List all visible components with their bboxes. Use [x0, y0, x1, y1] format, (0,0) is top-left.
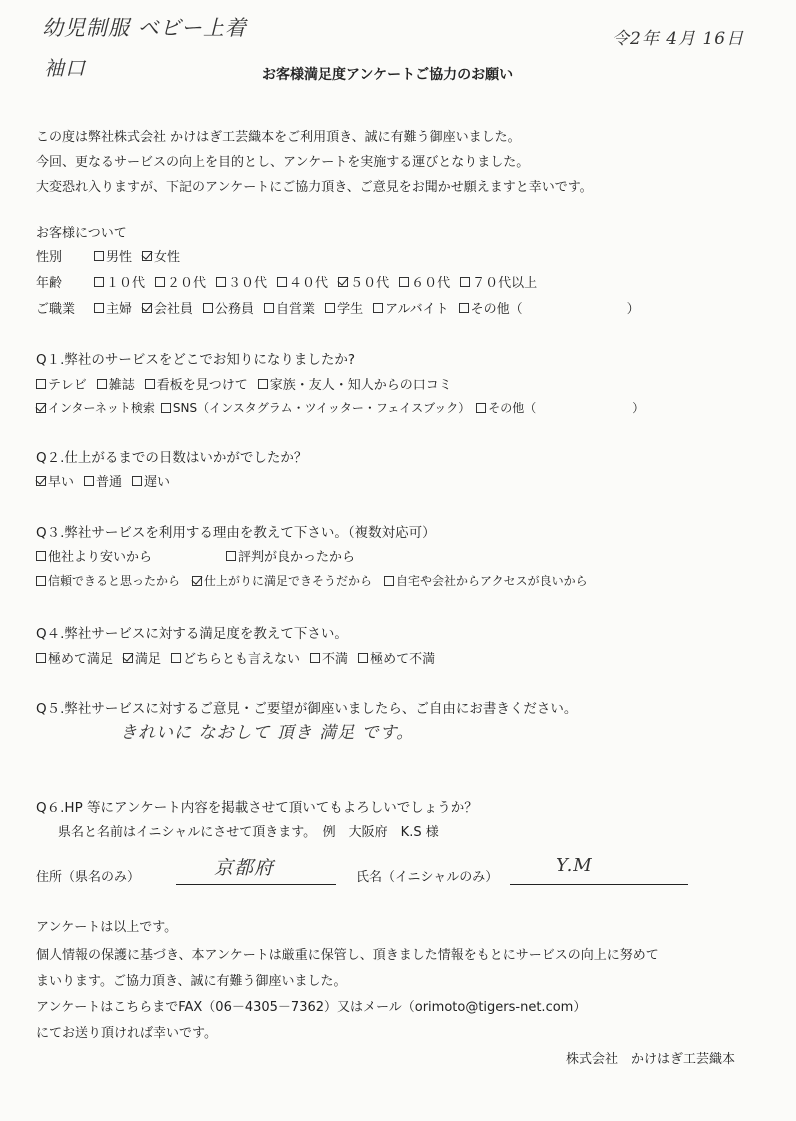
q4-option[interactable] [36, 648, 113, 667]
checkbox[interactable] [203, 303, 213, 313]
job-option[interactable] [264, 298, 315, 317]
checkbox[interactable] [476, 403, 486, 413]
handwritten-note: 袖口 [44, 56, 86, 80]
checkbox-checked[interactable] [338, 277, 348, 287]
age-option[interactable] [460, 272, 537, 291]
q5-answer[interactable]: きれいに なおして 頂き 満足 です。 [120, 723, 415, 743]
age-option[interactable] [155, 272, 206, 291]
job-option[interactable] [373, 298, 449, 317]
closing-line-1: アンケートは以上です。 [36, 920, 178, 935]
option-label: ７０代以上 [472, 276, 538, 291]
checkbox[interactable] [373, 303, 383, 313]
q4-option[interactable] [358, 648, 435, 667]
option-label: ４０代 [289, 276, 329, 291]
option-label: 会社員 [154, 302, 194, 317]
checkbox[interactable] [36, 653, 46, 663]
checkbox[interactable] [94, 277, 104, 287]
handwritten-product: 幼児制服 ベビー上着 [42, 16, 247, 40]
option-label: ２０代 [167, 276, 207, 291]
job-label: ご職業 [36, 302, 76, 317]
q3-option[interactable] [226, 546, 355, 565]
intro-line-3: 大変恐れ入りますが、下記のアンケートにご協力頂き、ご意見をお聞かせ願えますと幸いです。 [36, 180, 593, 195]
q2-option[interactable] [36, 471, 74, 490]
checkbox-checked[interactable] [142, 251, 152, 261]
option-label: ５０代 [350, 276, 390, 291]
q1-option[interactable] [97, 374, 135, 393]
checkbox-checked[interactable] [142, 303, 152, 313]
age-option[interactable] [338, 272, 389, 291]
q1-option[interactable] [161, 399, 470, 416]
checkbox[interactable] [36, 576, 46, 586]
q4-row [36, 648, 445, 667]
option-label: 遅い [144, 475, 171, 490]
job-option[interactable] [94, 298, 132, 317]
closing-line-2: 個人情報の保護に基づき、本アンケートは厳重に保管し、頂きました情報をもとにサービスの向上に努めて [36, 948, 659, 963]
closing-line-4: アンケートはこちらまでFAX（06－4305－7362）又はメール（orimoto@tigers-net.com） [36, 1000, 587, 1015]
checkbox[interactable] [277, 277, 287, 287]
option-label: 雑誌 [108, 378, 135, 393]
age-option[interactable] [94, 272, 145, 291]
gender-option[interactable] [94, 246, 132, 265]
address-underline [176, 884, 336, 885]
option-label: テレビ [48, 378, 87, 393]
q3-option[interactable] [384, 572, 588, 589]
q1-option[interactable] [258, 374, 452, 393]
checkbox[interactable] [216, 277, 226, 287]
checkbox[interactable] [145, 379, 155, 389]
checkbox[interactable] [325, 303, 335, 313]
q4-question: Q４.弊社サービスに対する満足度を教えて下さい。 [36, 626, 348, 642]
gender-row [36, 246, 190, 265]
company-name: 株式会社 かけはぎ工芸織本 [566, 1052, 736, 1067]
checkbox[interactable] [171, 653, 181, 663]
job-row [36, 298, 650, 317]
q2-row [36, 471, 180, 490]
customer-heading: お客様について [36, 226, 127, 241]
q4-option[interactable] [310, 648, 348, 667]
option-label: どちらとも言えない [183, 652, 301, 667]
checkbox[interactable] [226, 551, 236, 561]
checkbox[interactable] [384, 576, 394, 586]
option-label: ３０代 [228, 276, 268, 291]
option-label: 公務員 [215, 302, 255, 317]
option-label: SNS（インスタグラム・ツイッター・フェイスブック） [172, 401, 471, 415]
q1-option[interactable] [36, 399, 155, 416]
checkbox[interactable] [94, 251, 104, 261]
name-label: 氏名（イニシャルのみ） [356, 870, 499, 885]
q1-row-1 [36, 374, 462, 393]
checkbox[interactable] [258, 379, 268, 389]
option-label: 仕上がりに満足できそうだから [204, 574, 373, 588]
checkbox-checked[interactable] [123, 653, 133, 663]
option-label: 自宅や会社からアクセスが良いから [396, 574, 588, 588]
q3-question: Q３.弊社サービスを利用する理由を教えて下さい。（複数対応可） [36, 525, 436, 541]
option-label: 満足 [135, 652, 162, 667]
q1-row-2 [36, 399, 654, 416]
checkbox-checked[interactable] [192, 576, 202, 586]
checkbox[interactable] [399, 277, 409, 287]
option-label: 信頼できると思ったから [48, 574, 181, 588]
job-option[interactable] [142, 298, 193, 317]
q3-row-2 [36, 572, 598, 589]
survey-title: お客様満足度アンケートご協力のお願い [262, 67, 514, 83]
gender-label: 性別 [36, 250, 63, 265]
name-answer[interactable]: Y.M [556, 855, 593, 876]
q6-question: Q６.HP 等にアンケート内容を掲載させて頂いてもよろしいでしょうか？ [36, 800, 478, 816]
option-label: ６０代 [411, 276, 451, 291]
option-label: 評判が良かったから [238, 550, 356, 565]
checkbox[interactable] [155, 277, 165, 287]
intro-line-2: 今回、更なるサービスの向上を目的とし、アンケートを実施する運びとなりました。 [36, 155, 530, 170]
closing-line-5: にてお送り頂ければ幸いです。 [36, 1026, 217, 1041]
option-label: インターネット検索 [48, 401, 155, 415]
checkbox[interactable] [161, 403, 171, 413]
q1-question: Q１.弊社のサービスをどこでお知りになりましたか? [36, 352, 356, 368]
checkbox[interactable] [358, 653, 368, 663]
option-label: その他（ ） [488, 401, 645, 415]
option-label: 主婦 [106, 302, 133, 317]
age-row [36, 272, 547, 291]
option-label: 家族・友人・知人からの口コミ [269, 378, 452, 393]
option-label: 早い [48, 475, 75, 490]
q5-question: Q５.弊社サービスに対するご意見・ご要望が御座いましたら、ご自由にお書きください。 [36, 701, 578, 717]
q2-option[interactable] [84, 471, 122, 490]
option-label: 普通 [96, 475, 123, 490]
job-option[interactable] [203, 298, 254, 317]
name-underline [510, 884, 688, 885]
option-label: 他社より安いから [48, 550, 153, 565]
q4-option[interactable] [171, 648, 300, 667]
option-label: 学生 [337, 302, 364, 317]
option-label: 看板を見つけて [156, 378, 248, 393]
address-label: 住所（県名のみ） [36, 870, 141, 885]
checkbox[interactable] [97, 379, 107, 389]
q2-option[interactable] [132, 471, 170, 490]
q4-option[interactable] [123, 648, 161, 667]
q1-option[interactable] [476, 399, 644, 416]
checkbox[interactable] [94, 303, 104, 313]
q3-option[interactable] [36, 546, 216, 565]
option-label: その他（ ） [470, 302, 640, 317]
age-label: 年齢 [36, 276, 63, 291]
option-label: １０代 [106, 276, 146, 291]
intro-line-1: この度は弊社株式会社 かけはぎ工芸織本をご利用頂き、誠に有難う御座いました。 [36, 130, 521, 145]
checkbox[interactable] [36, 379, 46, 389]
checkbox[interactable] [36, 551, 46, 561]
checkbox[interactable] [132, 476, 142, 486]
q6-note: 県名と名前はイニシャルにさせて頂きます。 例 大阪府 K.S 様 [58, 825, 439, 840]
option-label: 極めて満足 [48, 652, 114, 667]
q3-option[interactable] [192, 572, 372, 589]
age-option[interactable] [216, 272, 267, 291]
handwritten-date: 令2年 4月 16日 [612, 29, 745, 49]
job-option[interactable] [325, 298, 363, 317]
q1-option[interactable] [145, 374, 248, 393]
q3-option[interactable] [36, 572, 180, 589]
option-label: 自営業 [276, 302, 316, 317]
q1-option[interactable] [36, 374, 87, 393]
job-option[interactable] [459, 298, 640, 317]
option-label: 不満 [322, 652, 349, 667]
option-label: アルバイト [385, 302, 449, 317]
checkbox[interactable] [459, 303, 469, 313]
option-label: 極めて不満 [370, 652, 436, 667]
gender-option[interactable] [142, 246, 180, 265]
option-label: 男性 [106, 250, 133, 265]
checkbox[interactable] [460, 277, 470, 287]
age-option[interactable] [277, 272, 328, 291]
checkbox-checked[interactable] [36, 476, 46, 486]
checkbox-checked[interactable] [36, 403, 46, 413]
q3-row-1 [36, 546, 365, 565]
checkbox[interactable] [264, 303, 274, 313]
option-label: 女性 [154, 250, 181, 265]
checkbox[interactable] [84, 476, 94, 486]
checkbox[interactable] [310, 653, 320, 663]
q2-question: Q２.仕上がるまでの日数はいかがでしたか？ [36, 450, 308, 466]
closing-line-3: まいります。ご協力頂き、誠に有難う御座いました。 [36, 974, 347, 989]
age-option[interactable] [399, 272, 450, 291]
address-answer[interactable]: 京都府 [214, 857, 275, 879]
